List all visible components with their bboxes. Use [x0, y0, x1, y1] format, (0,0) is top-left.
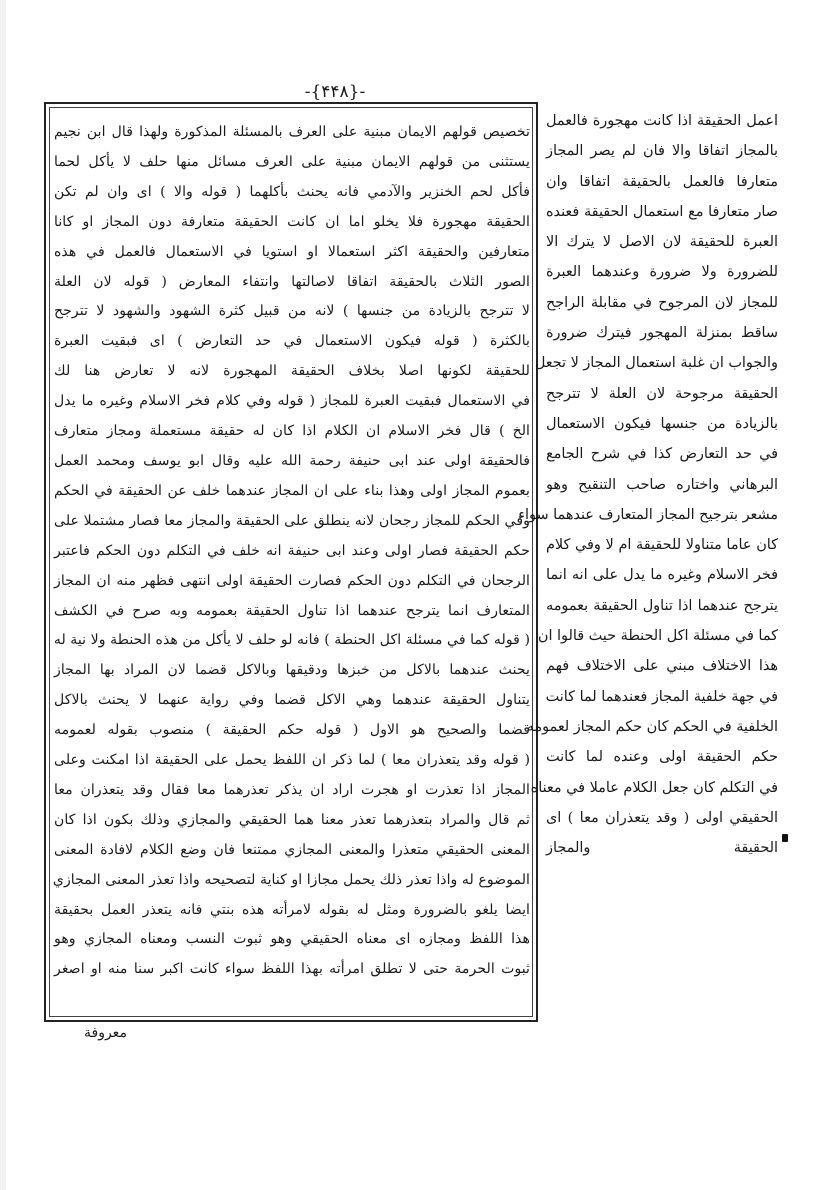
main-line: حكم الحقيقة فصار اولى وعند ابى حنيفة انه خلف في التكلم دون الحكم فاعتبر — [54, 542, 530, 559]
side-line: العبرة للحقيقة لان الاصل لا يترك الا — [546, 234, 778, 251]
main-line: الحقيقة مهجورة فلا يخلو اما ان كانت الحقيقة متعارفة دون المجاز او كانا — [54, 213, 530, 230]
side-line: الحقيقة والمجاز — [546, 840, 778, 857]
catchword: معروفة — [84, 1025, 127, 1041]
main-line: المتعارف انما يترجح عندهما اذا تناول الحقيقة بعمومه وبه صرح في الكشف — [54, 602, 530, 619]
main-line: ثبوت الحرمة حتى لا تطلق امرأته بهذا اللفظ سواء كانت اكبر سنا منه او اصغر — [54, 961, 530, 978]
side-line: الحقيقي اولى ( وقد يتعذران معا ) اى — [546, 809, 778, 826]
main-line: للحقيقة لكونها اصلا بخلاف الحقيقة المهجورة لانه لا تعارض هنا لك — [54, 363, 530, 380]
main-line: في الاستعمال فبقيت العبرة للمجاز ( قوله وفي كلام فخر الاسلام وغيره ما يدل — [54, 393, 530, 410]
ink-mark — [782, 834, 788, 842]
main-line: الرجحان في التكلم دون الحكم فصارت الحقيقة اولى انتهى فظهر منه ان المجاز — [54, 572, 530, 589]
side-line: الحقيقة مرجوحة لان العلة لا تترجح — [546, 385, 778, 402]
main-line: هذا اللفظ ومجازه اى معناه الحقيقي وهو ثبوت النسب ومعناه المجازي وهو — [54, 931, 530, 948]
main-line: متعارفين والحقيقة اكثر استعمالا او استويا في الاستعمال فالعمل في هذه — [54, 243, 530, 260]
side-line: بالزيادة من جنسها فيكون الاستعمال — [546, 415, 778, 432]
main-line: ( قوله كما في مسئلة اكل الحنطة ) فانه لو حلف لا يأكل من هذه الحنطة ولا نية له — [53, 632, 530, 649]
side-line: يترجح عندهما اذا تناول الحقيقة بعمومه — [546, 597, 778, 614]
margin-commentary-text — [518, 106, 778, 956]
main-line: المجاز اذا تعذرت او هجرت اراد ان يذكر تعذرهما معا فقال وقد يتعذران معا — [54, 781, 530, 798]
main-line: بعموم المجاز اولى وهذا بناء على ان المجاز عندهما خلف عن الحقيقة في الحكم — [54, 482, 530, 499]
main-line: بالكثرة ( قوله فيكون الاستعمال في حد التعارض ) اى فبقيت العبرة — [54, 333, 530, 350]
side-line: والجواب ان غلبة استعمال المجاز لا تجعل — [534, 355, 778, 372]
page-number: -{۴۴۸}- — [304, 82, 366, 102]
main-commentary-text — [54, 118, 530, 1018]
main-line: تخصيص قولهم الايمان مبنية على العرف بالمسئلة المذكورة ولهذا قال ابن نجيم — [54, 124, 530, 140]
main-line: الصور الثلاث بالحقيقة اتفاقا لاصالتها وانتفاء المعارض ( قوله لان العلة — [54, 273, 530, 290]
side-line: في التكلم كان جعل الكلام عاملا في معناه — [530, 779, 778, 796]
main-line: لا تترجح بالزيادة من جنسها ) لانه من قبيل كثرة الشهود والشهود لا تترجح — [54, 303, 530, 320]
main-line: ايضا يلغو بالضرورة ومثل له بقوله لامرأته هذه بنتي فانه يتعذر العمل بحقيقة — [54, 901, 530, 918]
side-line: كان عاما متناولا للحقيقة ام لا وفي كلام — [546, 537, 778, 554]
main-line: وفي الحكم للمجاز رجحان لانه ينطلق على الحقيقة والمجاز معا فصار مشتملا على — [54, 512, 530, 529]
main-line: ثم قال والمراد بتعذرهما تعذر معنا هما الحقيقي والمجازي وذلك بكون اذا كان — [54, 811, 530, 828]
main-line: فأكل لحم الخنزير والآدمي فانه يحنث بأكلهما ( قوله والا ) اى وان لم تكن — [54, 183, 530, 200]
side-line: مشعر بترجيح المجاز المتعارف عندهما سواء — [518, 506, 778, 523]
side-line: ساقط بمنزلة المهجور فيترك ضرورة — [546, 325, 778, 342]
main-line: قضما والصحيح هو الاول ( قوله حكم الحقيقة ) منصوب بقوله لعمومه — [54, 722, 530, 739]
side-line: صار متعارفا مع استعمال الحقيقة فعنده — [546, 203, 778, 220]
side-line: للضرورة ولا ضرورة وعندهما العبرة — [546, 264, 778, 281]
side-line: للمجاز لان المرجوح في مقابلة الراجح — [546, 294, 778, 311]
main-line: المعنى الحقيقي متعذرا والمعنى المجازي ممتنعا فان وضع الكلام لافادة المعنى — [54, 841, 530, 858]
main-line: يحنث عندهما بالاكل من خبزها ودقيقها وبالاكل قضما لان المراد بها المجاز — [54, 662, 530, 679]
main-line: ( قوله وقد يتعذران معا ) لما ذكر ان اللفظ يحمل على الحقيقة اذا امكنت وعلى — [54, 752, 530, 769]
main-line: فالحقيقة اولى عند ابى حنيفة رحمة الله عليه وقال ابو يوسف ومحمد العمل — [54, 452, 530, 469]
side-line: حكم الحقيقة اولى وعنده لما كانت — [546, 749, 778, 766]
main-line: يستثنى من قولهم الايمان مبنية على العرف مسائل منها حلف لا يأكل لحما — [54, 153, 530, 170]
side-line: الخلفية في الحكم كان حكم المجاز لعمومه — [526, 718, 778, 735]
side-line: بالمجاز اتفاقا والا فان لم يصر المجاز — [546, 143, 778, 160]
side-line: هذا الاختلاف مبني على الاختلاف فهم — [546, 658, 778, 675]
main-line: الموضوع له واذا تعذر ذلك يحمل مجازا او كناية لتصحيحه واذا تعذر المعنى المجازي — [52, 871, 530, 888]
side-line: متعارفا فالعمل بالحقيقة اتفاقا وان — [546, 173, 778, 190]
side-line: في جهة خلفية المجاز فعندهما لما كانت — [545, 688, 778, 705]
side-line: كما في مسئلة اكل الحنطة حيث قالوا ان — [537, 628, 778, 645]
side-line: اعمل الحقيقة اذا كانت مهجورة فالعمل — [546, 113, 778, 129]
side-line: البرهاني واختاره صاحب التنقيح وهو — [546, 476, 778, 493]
side-line: في حد التعارض كذا في شرح الجامع — [546, 446, 778, 463]
side-line: فخر الاسلام وغيره ما يدل على انه انما — [546, 567, 778, 584]
main-line: الخ ) قال فخر الاسلام ان الكلام اذا كان له حقيقة مستعملة ومجاز متعارف — [54, 423, 530, 440]
main-line: يتناول الحقيقة عندهما وهي الاكل قضما وفي رواية عنهما لا يحنث بالاكل — [54, 692, 530, 709]
page-spine-shadow — [0, 0, 6, 1190]
